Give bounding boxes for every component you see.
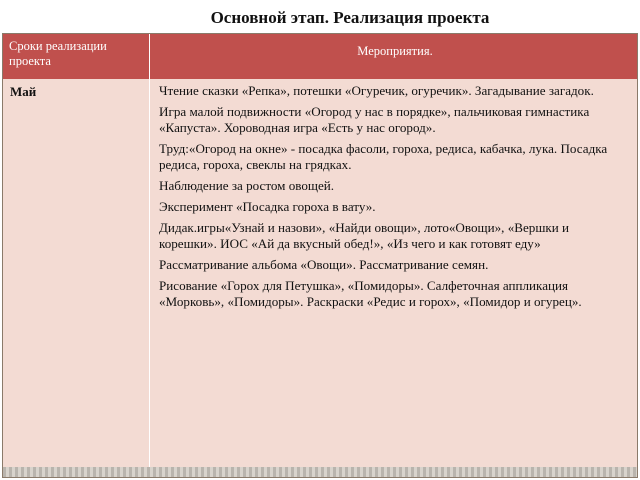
activity-paragraph: Игра малой подвижности «Огород у нас в порядке», пальчиковая гимнастика «Капуста». Хороводная игра «Есть у нас огород». [159,104,590,135]
activity-paragraph: Дидак.игры«Узнай и назови», «Найди овощи», лото«Овощи», «Вершки и корешки». ИОС «Ай да вкусный обед!», «Из чего и как готовят еду» [159,220,570,251]
activity-paragraph: Эксперимент «Посадка гороха в вату». [159,199,376,214]
table-row [3,79,637,477]
activities-cell [159,83,629,315]
column-divider [149,79,150,477]
header-activities: Мероприятия. [357,44,433,58]
header-period: Сроки реализации проекта [9,39,107,68]
activity-paragraph: Рассматривание альбома «Овощи». Рассматривание семян. [159,257,489,272]
project-table [2,33,638,478]
activity-paragraph: Рисование «Горох для Петушка», «Помидоры». Салфеточная аппликация «Морковь», «Помидоры». Раскраски «Редис и горох», «Помидор и огурец». [159,278,582,309]
table-header [3,34,637,79]
header-divider [149,34,150,79]
row-month: Май [10,84,37,99]
activity-paragraph: Наблюдение за ростом овощей. [159,178,335,193]
table-bottom-edge [3,467,637,477]
page-title: Основной этап. Реализация проекта [210,8,490,27]
activity-paragraph: Чтение сказки «Репка», потешки «Огуречик, огуречик». Загадывание загадок. [159,83,594,98]
activity-paragraph: Труд:«Огород на окне» - посадка фасоли, гороха, редиса, кабачка, лука. Посадка редиса, гороха, свеклы на грядках. [159,141,608,172]
